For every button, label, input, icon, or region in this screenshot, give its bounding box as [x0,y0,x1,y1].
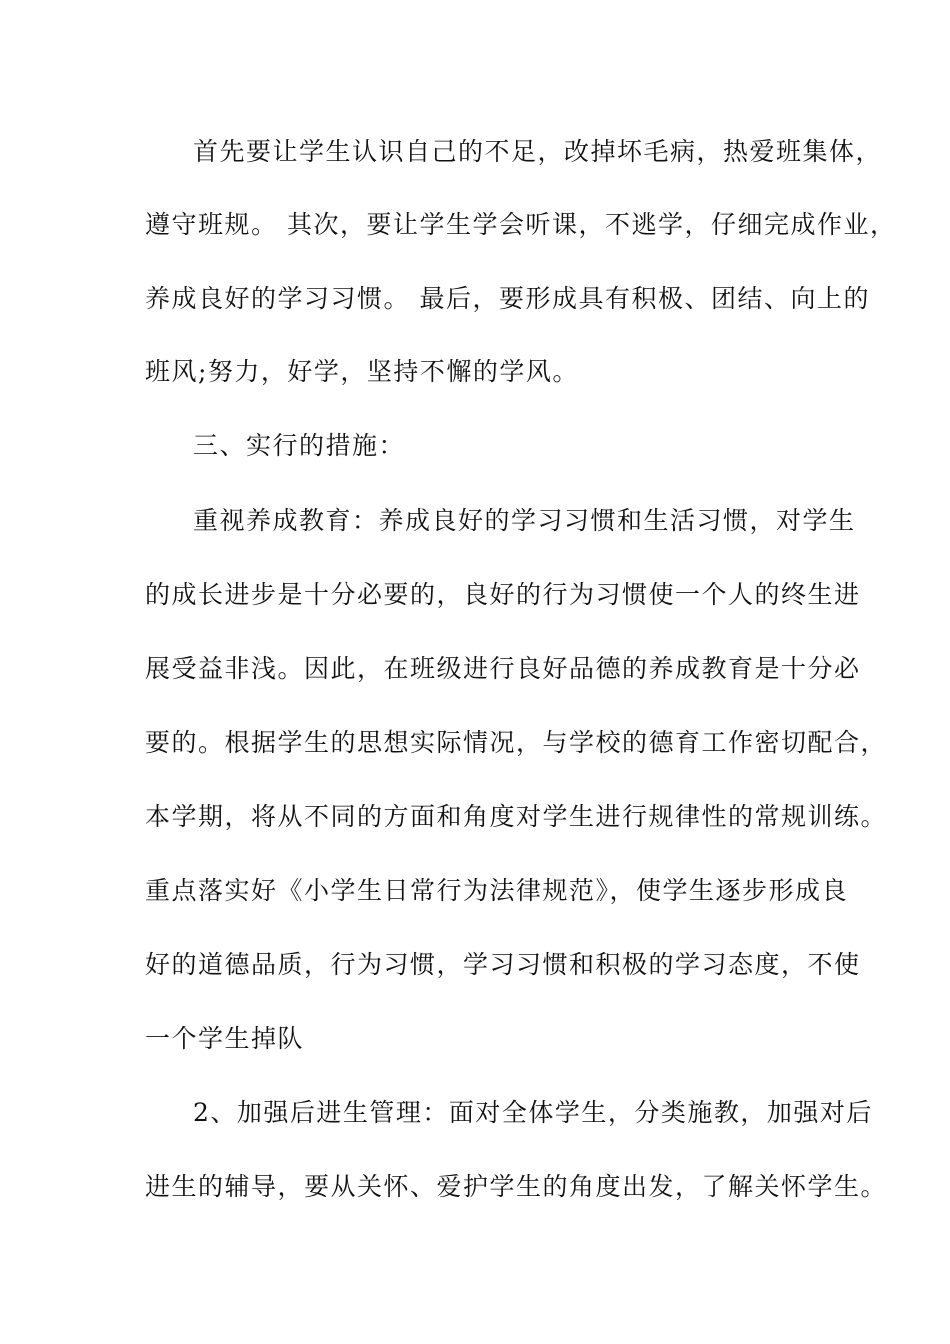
paragraph-line: 本学期，将从不同的方面和角度对学生进行规律性的常规训练。 [145,802,888,831]
paragraph-line: 一个学生掉队 [145,1024,305,1053]
paragraph-line: 好的道德品质，行为习惯，学习习惯和积极的学习态度，不使 [145,950,861,979]
paragraph-line: 养成良好的学习习惯。 最后，要形成具有积极、团结、向上的 [145,284,870,313]
paragraph-line: 要的。根据学生的思想实际情况，与学校的德育工作密切配合， [145,728,888,757]
paragraph-line: 展受益非浅。因此，在班级进行良好品德的养成教育是十分必 [145,654,861,683]
paragraph-line: 重视养成教育：养成良好的学习习惯和生活习惯，对学生 [193,506,856,535]
paragraph-line: 遵守班规。 其次，要让学生学会听课，不逃学，仔细完成作业， [145,210,897,239]
paragraph-line: 重点落实好《小学生日常行为法律规范》，使学生逐步形成良 [145,876,849,905]
paragraph-line: 班风;努力，好学，坚持不懈的学风。 [145,357,579,386]
paragraph-line: 的成长进步是十分必要的，良好的行为习惯使一个人的终生进 [145,580,861,609]
section-heading: 三、实行的措施： [193,431,406,460]
paragraph-line: 进生的辅导，要从关怀、爱护学生的角度出发，了解关怀学生。 [145,1172,888,1201]
paragraph-line: 2、加强后进生管理：面对全体学生，分类施教，加强对后 [193,1098,873,1127]
paragraph-line: 首先要让学生认识自己的不足，改掉坏毛病，热爱班集体， [193,137,883,166]
